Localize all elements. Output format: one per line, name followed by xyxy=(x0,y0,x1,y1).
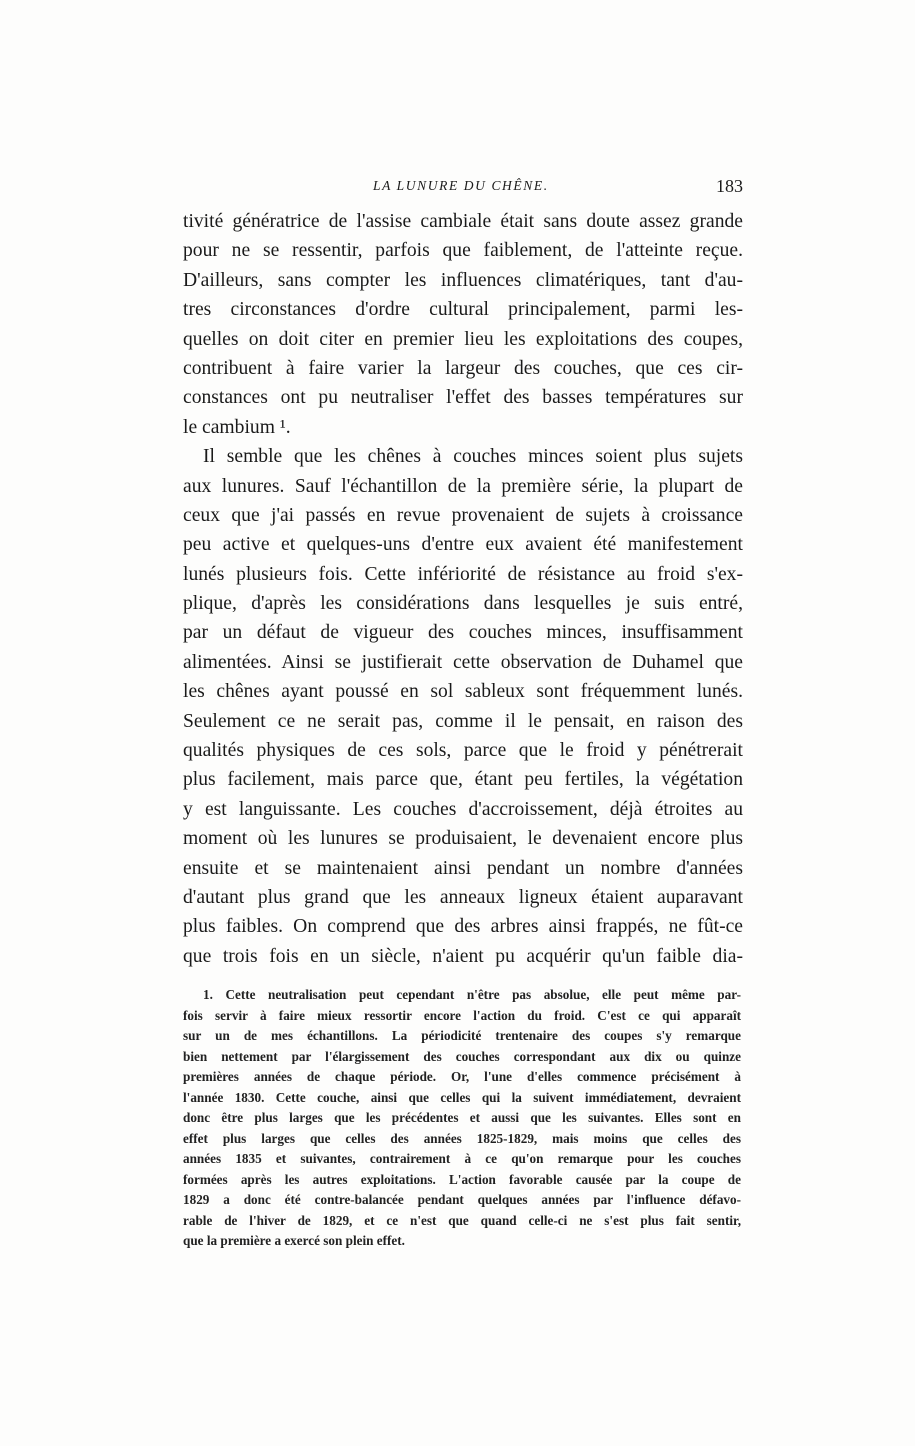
body-line: qualités physiques de ces sols, parce que le froid y pénétrerait xyxy=(183,740,743,762)
footnote-line: formées après les autres exploitations. L'action favorable causée par la coupe de xyxy=(183,1171,741,1187)
body-line: y est languissante. Les couches d'accroissement, déjà étroites au xyxy=(183,798,743,820)
footnote xyxy=(183,985,741,1252)
body-line: quelles on doit citer en premier lieu les exploitations des coupes, xyxy=(183,328,743,350)
body-line: peu active et quelques-uns d'entre eux avaient été manifestement xyxy=(183,534,743,556)
body-line: d'autant plus grand que les anneaux ligneux étaient auparavant xyxy=(183,886,743,908)
body-line: les chênes ayant poussé en sol sableux sont fréquemment lunés. xyxy=(183,681,743,703)
body-line: par un défaut de vigueur des couches minces, insuffisamment xyxy=(183,622,743,644)
body-line: D'ailleurs, sans compter les influences climatériques, tant d'au- xyxy=(183,269,743,291)
body-line: plus facilement, mais parce que, étant peu fertiles, la végétation xyxy=(183,769,743,791)
body-line: aux lunures. Sauf l'échantillon de la première série, la plupart de xyxy=(183,475,743,497)
body-line: tres circonstances d'ordre cultural principalement, parmi les- xyxy=(183,299,743,321)
footnote-line: donc être plus larges que les précédentes et aussi que les suivantes. Elles sont en xyxy=(183,1110,741,1125)
footnote-line: fois servir à faire mieux ressortir encore l'action du froid. C'est ce qui apparaît xyxy=(183,1007,741,1023)
body-line: moment où les lunures se produisaient, le devenaient encore plus xyxy=(183,828,743,850)
footnote-line: 1. Cette neutralisation peut cependant n'être pas absolue, elle peut même par- xyxy=(203,987,741,1002)
body-line: ceux que j'ai passés en revue provenaient de sujets à croissance xyxy=(183,504,743,526)
footnote-line: effet plus larges que celles des années 1825-1829, mais moins que celles des xyxy=(183,1130,741,1146)
footnote-line: sur un de mes échantillons. La périodicité trentenaire des coupes s'y remarque xyxy=(183,1028,741,1043)
body-line: lunés plusieurs fois. Cette infériorité de résistance au froid s'ex- xyxy=(183,563,743,585)
body-line: Seulement ce ne serait pas, comme il le pensait, en raison des xyxy=(183,710,743,732)
body-line: contribuent à faire varier la largeur des couches, que ces cir- xyxy=(183,357,743,379)
body-line: Il semble que les chênes à couches minces soient plus sujets xyxy=(203,446,743,468)
page-number: 183 xyxy=(716,176,743,196)
body-line: plus faibles. On comprend que des arbres ainsi frappés, ne fût-ce xyxy=(183,916,743,938)
footnote-line: 1829 a donc été contre-balancée pendant quelques années par l'influence défavo- xyxy=(183,1192,741,1207)
footnote-line: premières années de chaque période. Or, l'une d'elles commence précisément à xyxy=(183,1069,741,1084)
body-line: pour ne se ressentir, parfois que faiblement, de l'atteinte reçue. xyxy=(183,240,743,262)
running-title: LA LUNURE DU CHÊNE. xyxy=(373,178,549,193)
body-text xyxy=(183,207,743,971)
body-line: plique, d'après les considérations dans lesquelles je suis entré, xyxy=(183,593,743,615)
running-head xyxy=(183,176,743,200)
footnote-line: bien nettement par l'élargissement des couches correspondant aux dix ou quinze xyxy=(183,1048,741,1064)
footnote-line: l'année 1830. Cette couche, ainsi que celles qui la suivent immédiatement, devraient xyxy=(183,1089,741,1105)
body-line: tivité génératrice de l'assise cambiale était sans doute assez grande xyxy=(183,211,743,232)
body-line: ensuite et se maintenaient ainsi pendant un nombre d'années xyxy=(183,857,743,879)
body-line: alimentées. Ainsi se justifierait cette observation de Duhamel que xyxy=(183,651,743,673)
footnote-line: années 1835 et suivantes, contrairement à ce qu'on remarque pour les couches xyxy=(183,1151,741,1166)
body-line: constances ont pu neutraliser l'effet des basses températures sur xyxy=(183,387,743,409)
footnote-line: que la première a exercé son plein effet. xyxy=(183,1233,405,1248)
footnote-line: rable de l'hiver de 1829, et ce n'est que quand celle-ci ne s'est plus fait sentir, xyxy=(183,1212,741,1228)
body-line: que trois fois en un siècle, n'aient pu acquérir qu'un faible dia- xyxy=(183,945,743,967)
body-line: le cambium ¹. xyxy=(183,416,291,438)
